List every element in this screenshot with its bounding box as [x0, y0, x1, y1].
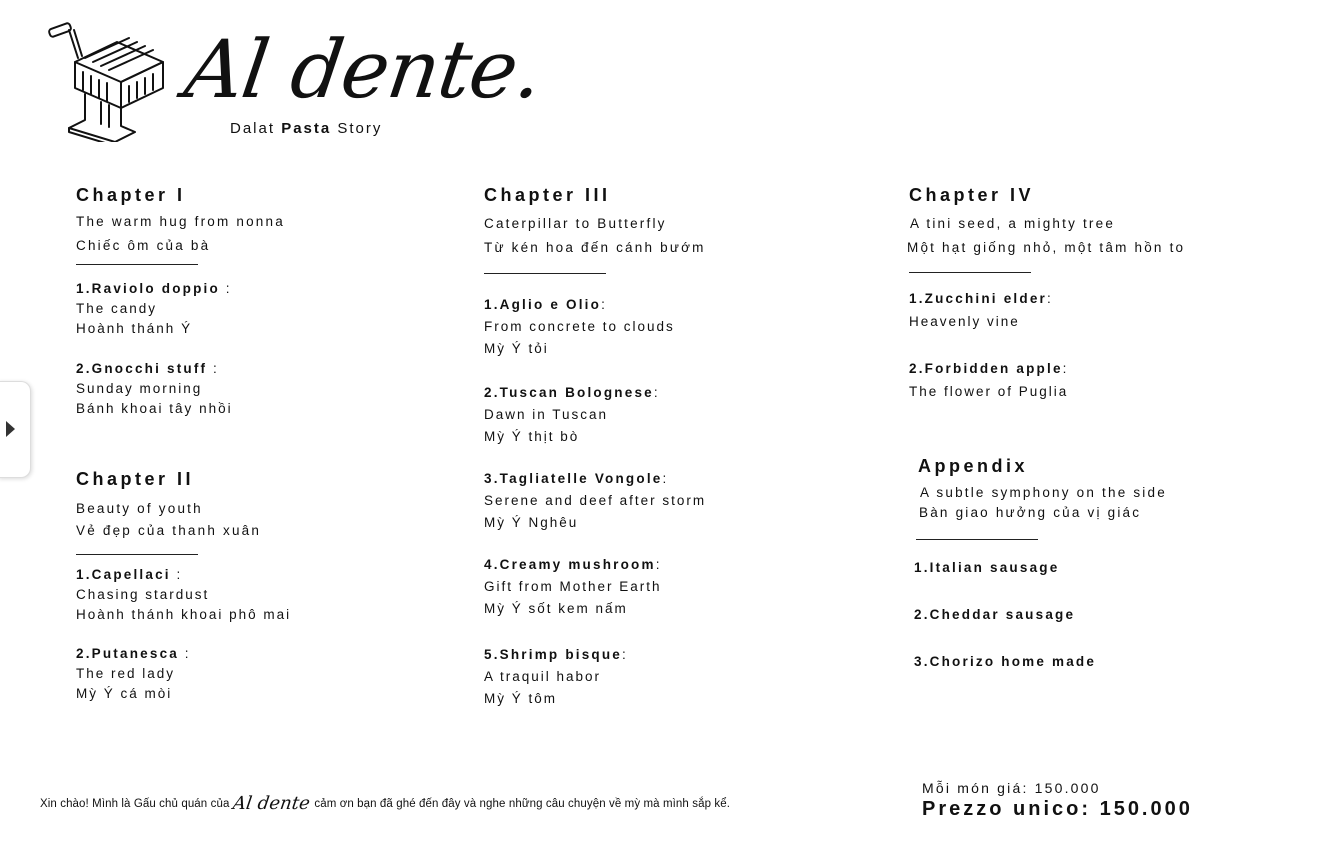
divider — [909, 272, 1031, 273]
chapter-1 — [76, 185, 285, 419]
chapter-title: Chapter I — [76, 185, 186, 205]
dish-name: 4.Creamy mushroom — [484, 557, 656, 572]
dish-desc-en: A traquil habor — [484, 669, 602, 684]
price-vietnamese: Mỗi món giá: 150.000 — [922, 780, 1101, 796]
dish-name: 1.Zucchini elder — [909, 291, 1047, 306]
dish: 2.Gnocchi stuff : Sunday morning Bánh khoai tây nhồi — [76, 359, 285, 419]
chapter-subtitle-vi: Một hạt giống nhỏ, một tâm hồn to — [907, 240, 1186, 255]
dish-desc-en: The flower of Puglia — [909, 384, 1069, 399]
divider — [916, 539, 1038, 540]
chevron-right-icon — [6, 421, 15, 437]
dish: 1.Zucchini elder: Heavenly vine — [909, 287, 1185, 333]
dish: 4.Creamy mushroom: Gift from Mother Earth Mỳ Ý sốt kem nấm — [484, 554, 706, 620]
dish-desc-vi: Mỳ Ý cá mòi — [76, 686, 173, 701]
divider — [484, 273, 606, 274]
chapter-title: Chapter III — [484, 185, 611, 205]
dish-name: 2.Tuscan Bolognese — [484, 385, 654, 400]
dish-desc-vi: Hoành thánh Ý — [76, 321, 193, 336]
dish-desc-en: Heavenly vine — [909, 314, 1020, 329]
dish-name: 1.Italian sausage — [914, 560, 1060, 575]
dish-name: 3.Tagliatelle Vongole — [484, 471, 663, 486]
chapter-subtitle-en: Beauty of youth — [76, 501, 203, 516]
chapter-title: Chapter II — [76, 469, 195, 489]
brand-tagline: Dalat Pasta Story — [230, 120, 383, 137]
dish-name: 2.Gnocchi stuff — [76, 361, 208, 376]
dish — [914, 558, 1167, 578]
dish-desc-vi: Mỳ Ý thịt bò — [484, 429, 580, 444]
dish-name: 2.Putanesca — [76, 646, 179, 661]
dish: 2.Tuscan Bolognese: Dawn in Tuscan Mỳ Ý thịt bò — [484, 382, 706, 448]
dish-desc-en: From concrete to clouds — [484, 319, 675, 334]
dish-name: 2.Cheddar sausage — [914, 607, 1076, 622]
chapter-subtitle-vi: Vẻ đẹp của thanh xuân — [76, 523, 262, 538]
divider — [76, 264, 198, 265]
sidebar-toggle-button[interactable] — [0, 381, 31, 478]
chapter-title: Chapter IV — [909, 185, 1035, 205]
dish: 1.Aglio e Olio: From concrete to clouds Mỳ Ý tỏi — [484, 294, 706, 360]
chapter-subtitle-en: The warm hug from nonna — [76, 214, 285, 229]
chapter-subtitle-en: Caterpillar to Butterfly — [484, 216, 667, 231]
dish-desc-en: Dawn in Tuscan — [484, 407, 609, 422]
divider — [76, 554, 198, 555]
dish-name: 1.Raviolo doppio — [76, 281, 220, 296]
dish-desc-en: Chasing stardust — [76, 587, 210, 602]
dish-desc-vi: Mỳ Ý sốt kem nấm — [484, 601, 628, 616]
dish-desc-vi: Bánh khoai tây nhồi — [76, 401, 233, 416]
dish-desc-en: Gift from Mother Earth — [484, 579, 662, 594]
dish: 2.Forbidden apple: The flower of Puglia — [909, 357, 1185, 403]
dish-desc-vi: Mỳ Ý tôm — [484, 691, 558, 706]
footer-brand: Al dente — [231, 793, 312, 814]
chapter-3 — [484, 185, 706, 710]
dish-name: 3.Chorizo home made — [914, 654, 1097, 669]
chapter-4 — [909, 185, 1185, 403]
chapter-subtitle-vi: Chiếc ôm của bà — [76, 238, 211, 253]
dish-name: 1.Capellaci — [76, 567, 171, 582]
dish-desc-en: The red lady — [76, 666, 176, 681]
dish-name: 5.Shrimp bisque — [484, 647, 623, 662]
dish — [914, 652, 1167, 672]
dish: 1.Capellaci : Chasing stardust Hoành thánh khoai phô mai — [76, 565, 291, 625]
dish: 3.Tagliatelle Vongole: Serene and deef after storm Mỳ Ý Nghêu — [484, 468, 706, 534]
pasta-machine-icon — [45, 20, 170, 142]
dish-desc-vi: Hoành thánh khoai phô mai — [76, 607, 292, 622]
chapter-title: Appendix — [918, 456, 1029, 476]
dish-name: 2.Forbidden apple — [909, 361, 1063, 376]
dish-desc-vi: Mỳ Ý Nghêu — [484, 515, 579, 530]
dish: 5.Shrimp bisque: A traquil habor Mỳ Ý tôm — [484, 644, 706, 710]
chapter-subtitle-vi: Từ kén hoa đến cánh bướm — [484, 240, 706, 255]
appendix — [914, 456, 1167, 672]
chapter-subtitle-en: A subtle symphony on the side — [920, 485, 1167, 500]
brand-title: Al dente. — [179, 23, 548, 116]
dish: 2.Putanesca : The red lady Mỳ Ý cá mòi — [76, 644, 291, 704]
chapter-2 — [76, 469, 291, 704]
footer-greeting: Xin chào! Mình là Gấu chủ quán của Al dente cảm ơn bạn đã ghé đến đây và nghe những câu chuyện về mỳ mà mình sắp kể. — [40, 793, 730, 814]
dish-name: 1.Aglio e Olio — [484, 297, 602, 312]
dish-desc-vi: Mỳ Ý tỏi — [484, 341, 549, 356]
price-italian: Prezzo unico: 150.000 — [922, 798, 1193, 820]
dish-desc-en: Sunday morning — [76, 381, 203, 396]
dish-desc-en: The candy — [76, 301, 158, 316]
chapter-subtitle-en: A tini seed, a mighty tree — [910, 216, 1116, 231]
dish: 1.Raviolo doppio : The candy Hoành thánh Ý — [76, 279, 285, 339]
dish-desc-en: Serene and deef after storm — [484, 493, 707, 508]
dish — [914, 605, 1167, 625]
chapter-subtitle-vi: Bàn giao hưởng của vị giác — [919, 505, 1142, 520]
